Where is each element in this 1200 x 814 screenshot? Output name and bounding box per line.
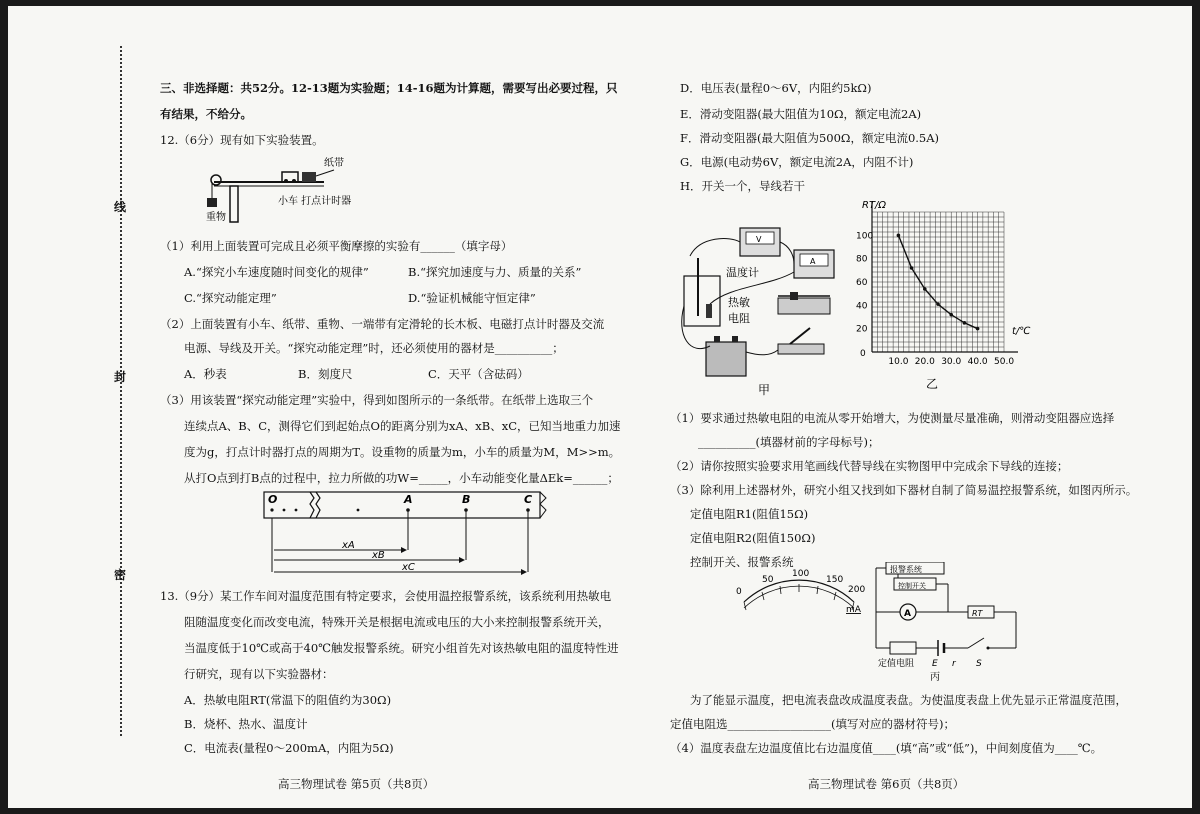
ammeter-symbol: A (904, 609, 911, 619)
label-switch-s: S (976, 659, 982, 669)
q12-1-option-b: B.“探究加速度与力、质量的关系” (408, 265, 582, 279)
equip-f: F．滑动变阻器(最大阻值为500Ω，额定电流0.5A) (680, 131, 940, 145)
q13-intro: 13.（9分）某工作车间对温度范围有特定要求，会使用温控报警系统，该系统利用热敏电 (160, 589, 612, 603)
label-thermometer: 温度计 (726, 266, 759, 279)
label-alarm-system: 报警系统 (890, 565, 922, 574)
exam-sheet (8, 6, 1192, 808)
label-xa: xA (342, 540, 355, 551)
q13-intro-2: 阻随温度变化而改变电流，特殊开关是根据电流或电压的大小来控制报警系统开关， (184, 615, 610, 629)
rt-data-point (936, 302, 940, 306)
rt-data-point (897, 234, 901, 238)
meter-tick-200: 200 (848, 585, 866, 595)
q13-intro-4: 行研究，现有以下实验器材： (184, 667, 334, 681)
footer-page-6: 高三物理试卷 第6页（共8页） (808, 777, 965, 791)
resistor-r1: 定值电阻R1(阻值15Ω) (690, 507, 809, 521)
q13-part2: （2）请你按照实验要求用笔画线代替导线在实物图甲中完成余下导线的连接； (670, 459, 1069, 473)
q12-part2: （2）上面装置有小车、纸带、重物、一端带有定滑轮的长木板、电磁打点计时器及交流 (160, 317, 605, 331)
chart-grid (872, 212, 1004, 352)
label-xb: xB (372, 550, 385, 561)
meter-tick-50: 50 (762, 575, 774, 585)
x-tick-label: 20.0 (914, 357, 935, 367)
svg-text:A: A (810, 257, 816, 266)
label-emf: E (932, 659, 938, 669)
q12-part3-line3: 度为g，打点计时器打点的周期为T。设重物的质量为m，小车的质量为M，M>>m。 (184, 445, 621, 459)
x-tick-label: 50.0 (994, 357, 1015, 367)
caption-jia: 甲 (758, 383, 771, 396)
q12-title: 12.（6分）现有如下实验装置。 (160, 133, 324, 147)
section-title-cont: 有结果，不给分。 (160, 107, 252, 121)
meter-tick-100: 100 (792, 569, 810, 579)
x-tick-label: 10.0 (888, 357, 909, 367)
paper-tape-figure (262, 488, 562, 580)
x-tick-label: 30.0 (941, 357, 962, 367)
label-xc: xC (402, 562, 415, 573)
equip-g: G．电源(电动势6V，额定电流2A，内阻不计) (680, 155, 914, 169)
q13-equip-b: B．烧杯、热水、温度计 (184, 717, 308, 731)
apparatus-figure (204, 154, 384, 224)
label-control-switch: 控制开关 (898, 582, 926, 590)
rt-data-point (949, 313, 953, 317)
q13-part3: （3）除利用上述器材外，研究小组又找到如下器材自制了简易温控报警系统，如图丙所示。 (670, 483, 1138, 497)
margin-char-mi: 密 (113, 568, 127, 582)
label-rt: RT (972, 609, 983, 618)
label-paper-tape: 纸带 (324, 158, 344, 169)
meter-tick-0: 0 (736, 587, 742, 597)
meter-unit: mA (846, 605, 861, 615)
origin-label: 0 (860, 349, 866, 359)
tape-point-b: B (462, 493, 471, 506)
rt-data-point (963, 321, 967, 325)
q13-part3-c: 定值电阻选__________________(填写对应的器材符号)； (670, 717, 955, 731)
q12-part1: （1）利用上面装置可完成且必须平衡摩擦的实验有______（填字母） (160, 239, 513, 253)
label-thermistor: 热敏 (728, 296, 750, 309)
q12-1-option-c: C.“探究动能定理” (184, 291, 277, 305)
chart-xlabel: t/℃ (1012, 326, 1031, 337)
margin-char-feng: 封 (113, 370, 127, 384)
equip-e: E．滑动变阻器(最大阻值为10Ω，额定电流2A) (680, 107, 922, 121)
label-fixed-resistor: 定值电阻 (878, 659, 915, 669)
rt-data-point (910, 266, 914, 270)
q12-part3-line2: 连续点A、B、C，测得它们到起始点O的距离分别为xA、xB、xC，已知当地重力加速 (184, 419, 621, 433)
tape-point-a: A (404, 493, 413, 506)
q12-2-option-c: C．天平（含砝码） (428, 367, 529, 381)
label-cart-timer: 小车 打点计时器 (278, 196, 352, 207)
q13-part1-cont: __________(填器材前的字母标号)； (698, 435, 880, 449)
y-tick-label: 60 (856, 278, 868, 288)
meter-tick-150: 150 (826, 575, 844, 585)
figure-jia-apparatus (670, 216, 840, 396)
q12-part3-line4: 从打O点到打B点的过程中，拉力所做的功W=_____，小车动能变化量ΔEk=______； (184, 471, 619, 485)
q12-1-option-a: A.“探究小车速度随时间变化的规律” (184, 265, 369, 279)
margin-char-xian: 线 (113, 200, 127, 214)
binding-line (120, 46, 122, 736)
q13-part1: （1）要求通过热敏电阻的电流从零开始增大，为使测量尽量准确，则滑动变阻器应选择 (670, 411, 1115, 425)
label-weight: 重物 (206, 212, 226, 223)
figure-bing (718, 562, 1038, 684)
tape-point-c: C (524, 493, 533, 506)
q13-intro-3: 当温度低于10℃或高于40℃触发报警系统。研究小组首先对该热敏电阻的温度特性进 (184, 641, 619, 655)
resistor-r2: 定值电阻R2(阻值150Ω) (690, 531, 816, 545)
q13-equip-c: C．电流表(量程0～200mA，内阻为5Ω) (184, 741, 394, 755)
rt-data-point (923, 287, 927, 291)
x-tick-label: 40.0 (967, 357, 988, 367)
rt-data-point (976, 327, 980, 331)
svg-text:V: V (756, 235, 762, 244)
tape-point-o: O (268, 493, 278, 506)
control-alarm: 控制开关、报警系统 (690, 555, 794, 569)
y-tick-label: 100 (856, 231, 874, 242)
figure-yi-chart (844, 192, 1044, 392)
chart-ylabel: RT/Ω (862, 200, 887, 211)
label-internal-r: r (952, 659, 956, 669)
label-thermistor-2: 电阻 (728, 312, 750, 325)
q12-1-option-d: D.“验证机械能守恒定律” (408, 291, 536, 305)
footer-page-5: 高三物理试卷 第5页（共8页） (278, 777, 435, 791)
equip-d: D．电压表(量程0～6V，内阻约5kΩ) (680, 81, 872, 95)
section-title: 三、非选择题：共52分。12-13题为实验题；14-16题为计算题，需要写出必要过程，只 (160, 81, 618, 95)
caption-bing: 丙 (930, 672, 940, 683)
y-tick-label: 80 (856, 254, 868, 265)
q12-2-option-a: A．秒表 (184, 367, 227, 381)
q12-part2-cont: 电源、导线及开关。“探究动能定理”时，还必须使用的器材是__________； (184, 341, 564, 355)
equip-h: H．开关一个，导线若干 (680, 179, 806, 193)
q12-2-option-b: B．刻度尺 (298, 367, 353, 381)
y-tick-label: 20 (856, 324, 868, 335)
q12-part3: （3）用该装置“探究动能定理”实验中，得到如图所示的一条纸带。在纸带上选取三个 (160, 393, 594, 407)
q13-part4: （4）温度表盘左边温度值比右边温度值____(填“高”或“低”)，中间刻度值为____℃。 (670, 741, 1103, 755)
y-tick-label: 40 (856, 301, 868, 312)
caption-yi: 乙 (926, 377, 939, 391)
q13-equip-a: A．热敏电阻RT(常温下的阻值约为30Ω) (184, 693, 392, 707)
q13-part3-b: 为了能显示温度，把电流表盘改成温度表盘。为使温度表盘上优先显示正常温度范围， (690, 693, 1127, 707)
